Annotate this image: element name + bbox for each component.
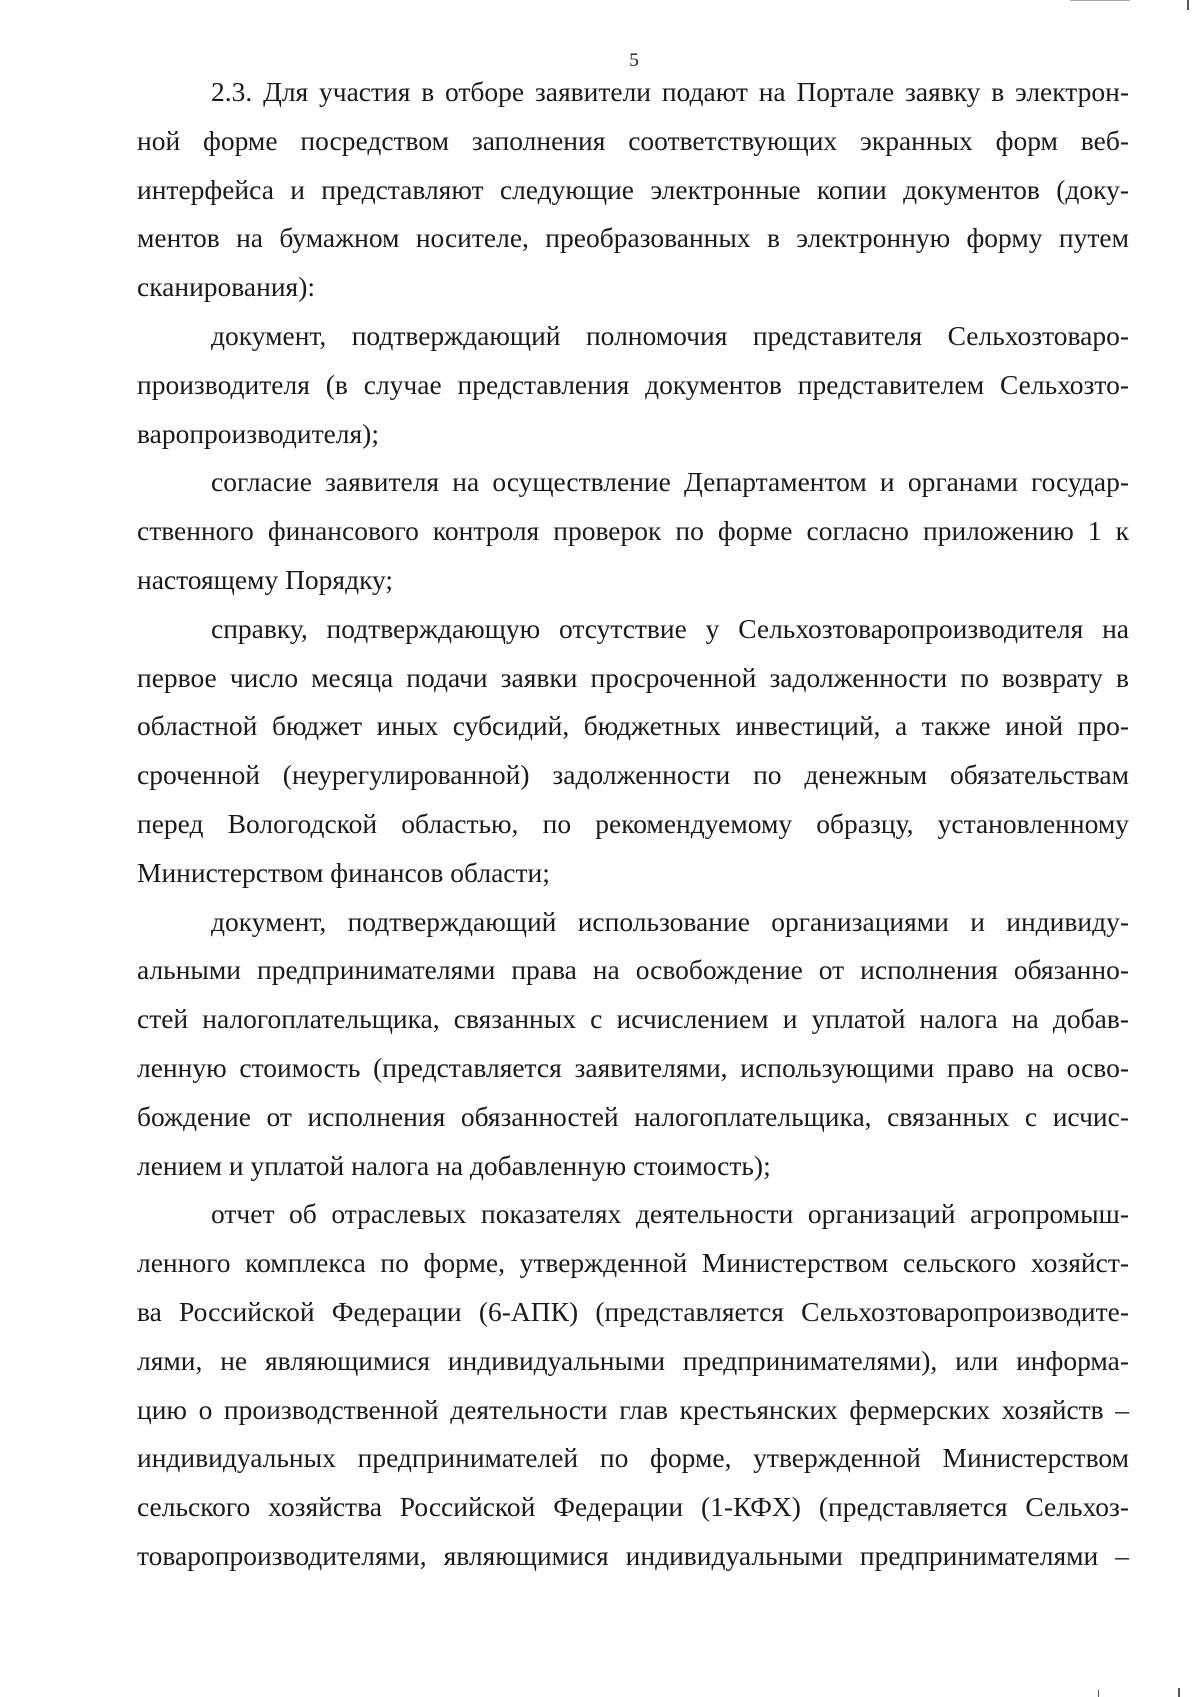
text-line: варопроизводителя); (137, 417, 379, 449)
text-line: справку, подтверждающую отсутствие у Сельхозтоваропроизводителя на (211, 612, 1129, 644)
paragraph-industry-report (137, 1190, 1129, 1580)
scan-mark-bottom-right-2 (1098, 1690, 1099, 1697)
text-line: перед Вологодской областью, по рекомендуемому образцу, установленному (137, 807, 1129, 839)
text-line: ленного комплекса по форме, утвержденной Министерством сельского хозяйст- (137, 1247, 1129, 1279)
text-line: 2.3. Для участия в отборе заявители подают на Портале заявку в электрон- (211, 76, 1129, 107)
text-line: бождение от исполнения обязанностей налогоплательщика, связанных с исчис- (137, 1100, 1129, 1132)
text-line: альными предпринимателями права на освобождение от исполнения обязанно- (137, 954, 1129, 986)
paragraph-2-3 (137, 68, 1129, 312)
text-line: первое число месяца подачи заявки просроченной задолженности по возврату в (137, 661, 1129, 693)
paragraph-vat-exemption (137, 898, 1129, 1191)
text-line: отчет об отраслевых показателях деятельности организаций агропромыш- (211, 1198, 1129, 1230)
text-line: лением и уплатой налога на добавленную стоимость); (137, 1149, 771, 1181)
text-line: сроченной (неурегулированной) задолженности по денежным обязательствам (137, 759, 1129, 791)
text-line: сканирования): (137, 271, 315, 303)
text-line: ленную стоимость (представляется заявителями, использующими право на осво- (137, 1051, 1129, 1083)
scan-mark-top-right-dash (1070, 0, 1130, 1)
text-line: стей налогоплательщика, связанных с исчислением и уплатой налога на добав- (137, 1003, 1129, 1035)
page-number: 5 (629, 50, 639, 71)
text-line: лями, не являющимися индивидуальными предпринимателями), или информа- (137, 1344, 1129, 1376)
text-line: документ, подтверждающий полномочия представителя Сельхозтоваро- (211, 319, 1129, 351)
text-line: Министерством финансов области; (137, 856, 550, 888)
scan-mark-bottom-right (1178, 1688, 1180, 1697)
document-body (137, 68, 1129, 1581)
text-line: товаропроизводителями, являющимися индивидуальными предпринимателями – (137, 1539, 1129, 1571)
text-line: областной бюджет иных субсидий, бюджетных инвестиций, а также иной про- (137, 710, 1129, 742)
text-line: индивидуальных предпринимателей по форме, утвержденной Министерством (137, 1442, 1129, 1474)
text-line: ментов на бумажном носителе, преобразованных в электронную форму путем (137, 222, 1129, 254)
text-line: ва Российской Федерации (6-АПК) (представляется Сельхозтоваропроизводите- (137, 1295, 1129, 1327)
text-line: сельского хозяйства Российской Федерации (1-КФХ) (представляется Сельхоз- (137, 1491, 1129, 1523)
scan-mark-top-right (1187, 0, 1189, 10)
text-line: настоящему Порядку; (137, 563, 394, 595)
paragraph-authority-doc (137, 312, 1129, 458)
text-line: ной форме посредством заполнения соответствующих экранных форм веб- (137, 124, 1129, 156)
text-line: интерфейса и представляют следующие электронные копии документов (доку- (137, 173, 1129, 205)
text-line: документ, подтверждающий использование организациями и индивиду- (211, 905, 1129, 937)
paragraph-debt-certificate (137, 605, 1129, 898)
paragraph-consent (137, 458, 1129, 604)
text-line: согласие заявителя на осуществление Департаментом и органами государ- (211, 466, 1129, 498)
text-line: производителя (в случае представления документов представителем Сельхозто- (137, 368, 1129, 400)
text-line: ственного финансового контроля проверок по форме согласно приложению 1 к (137, 515, 1129, 547)
text-line: цию о производственной деятельности глав крестьянских фермерских хозяйств – (137, 1393, 1129, 1425)
